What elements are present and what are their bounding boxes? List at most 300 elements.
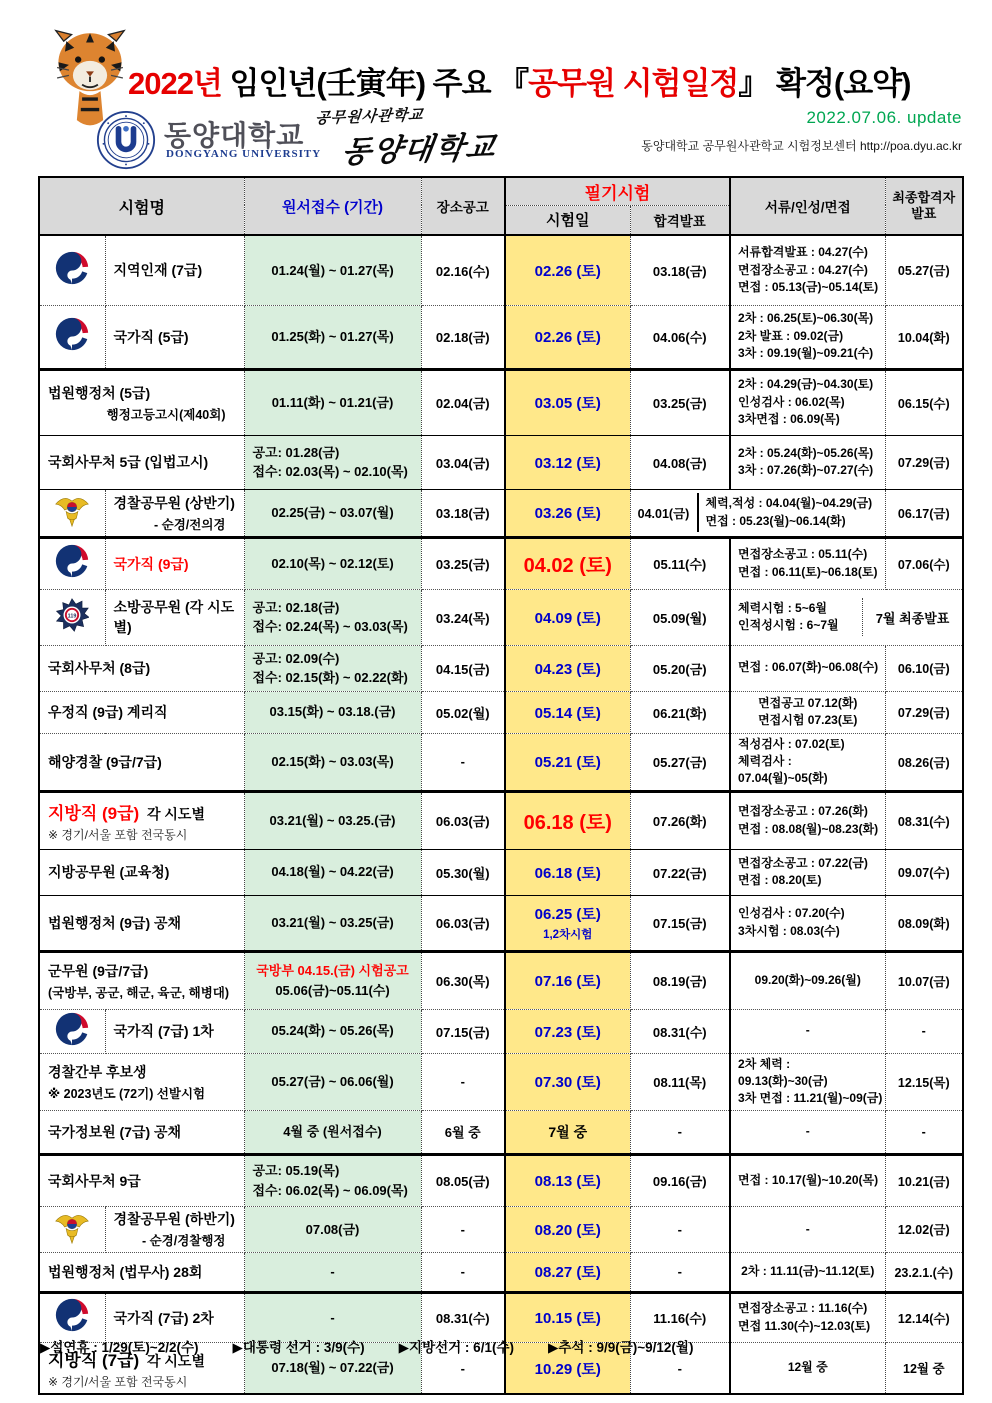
title-middle: 임인년(壬寅年) 주요 (221, 66, 499, 101)
docs-line: 3차 면접 : 11.21(월)~09(금) (738, 1091, 883, 1106)
docs-cell (730, 733, 885, 791)
exam-row (39, 435, 963, 489)
place-notice-cell: 03.25(금) (421, 537, 505, 589)
update-date: 2022.07.06. update (806, 108, 962, 127)
exam-date: 02.26 (토) (534, 262, 601, 280)
application-period-line: 05.27(금) ~ 06.06(월) (271, 1074, 394, 1089)
pass-announce-date: 04.01(금) (637, 506, 690, 521)
place-notice-cell: 05.30(월) (421, 849, 505, 895)
docs-line: 면접 : 06.11(토)~06.18(토) (738, 564, 878, 579)
title-highlight: 공무원 시험일정 (528, 66, 739, 101)
application-period-cell (244, 645, 421, 691)
final-pass-date-cell: 10.21(금) (885, 1154, 963, 1206)
docs-line: 체력시험 : 5~6월 (738, 600, 827, 615)
exam-date-cell (505, 733, 630, 791)
docs-cell (697, 493, 885, 532)
final-pass-date-cell: 08.09(화) (885, 895, 963, 951)
exam-name-cell (105, 305, 244, 369)
docs-line: - (805, 1124, 810, 1139)
docs-line: 2차 체력 : 09.13(화)~30(금) (738, 1056, 828, 1089)
exam-date: 07.30 (토) (534, 1074, 601, 1092)
application-period-cell (244, 1206, 421, 1252)
column-header-final-line2: 발표 (911, 206, 937, 221)
exam-name: 경찰간부 후보생 (48, 1063, 147, 1080)
docs-cell (730, 645, 885, 691)
exam-name-note: ※ 경기/서울 포함 전국동시 (48, 827, 188, 842)
exam-name-cell (105, 589, 244, 645)
exam-date: 05.14 (토) (534, 704, 601, 722)
place-notice-cell: 08.05(금) (421, 1154, 505, 1206)
docs-cell (730, 691, 885, 733)
application-period-cell (244, 1053, 421, 1110)
exam-row (39, 489, 963, 537)
final-pass-date-cell: 07.06(수) (885, 537, 963, 589)
docs-cell (730, 895, 885, 951)
application-period-line: 4월 중 (원서접수) (283, 1124, 382, 1140)
government-emblem-icon (39, 1009, 105, 1053)
exam-date-cell (505, 791, 630, 849)
exam-date-cell (505, 537, 630, 589)
pass-announce-date-cell: 08.31(수) (630, 1009, 730, 1053)
final-pass-date-cell: 10.04(화) (885, 305, 963, 369)
column-header-exam-date: 시험일 (505, 205, 630, 235)
calligraphy-line2: 동양대학교 (339, 130, 500, 170)
docs-line: 면접 : 08.08(월)~08.23(화) (738, 821, 879, 836)
exam-row (39, 895, 963, 951)
pass-announce-date-cell: - (630, 1110, 730, 1154)
exam-date-cell (505, 1292, 630, 1342)
exam-name: 지방직 (7급) (48, 1351, 140, 1371)
exam-date-cell (505, 895, 630, 951)
svg-text:119: 119 (67, 613, 77, 620)
exam-date: 06.18 (토) (534, 864, 601, 882)
exam-row (39, 369, 963, 435)
docs-line: 체력검사 : 07.04(월)~05(화) (738, 753, 828, 786)
final-pass-date-cell: 09.07(수) (885, 849, 963, 895)
exam-name-cell (105, 1009, 244, 1053)
place-notice-cell: 02.18(금) (421, 305, 505, 369)
place-notice-cell: - (421, 733, 505, 791)
docs-and-final-cell (730, 589, 963, 645)
page-title (128, 58, 910, 103)
exam-name-cell (105, 1292, 244, 1342)
exam-date: 03.12 (토) (534, 454, 601, 472)
exam-name: 법원행정처 (9급) 공채 (48, 914, 182, 931)
application-period-line: - (330, 1264, 335, 1280)
holiday-note: ▶지방선거 : 6/1(수) (398, 1340, 514, 1355)
docs-line: 09.20(화)~09.26(월) (754, 972, 861, 987)
pass-announce-date-cell: 11.16(수) (630, 1292, 730, 1342)
place-notice-cell: - (421, 1206, 505, 1252)
application-period-line: 02.15(화) ~ 03.03(목) (271, 753, 394, 769)
docs-line: 체력,적성 : 04.04(월)~04.29(금) (705, 496, 873, 511)
exam-date: 04.09 (토) (534, 609, 601, 627)
exam-name-cell (39, 1154, 244, 1206)
final-pass-date-cell: 06.15(수) (885, 369, 963, 435)
exam-date-cell (505, 951, 630, 1009)
exam-name-cell (39, 849, 244, 895)
application-period-line: 03.21(월) ~ 03.25.(금) (269, 812, 396, 828)
exam-row (39, 1252, 963, 1292)
exam-name: 국가직 (7급) 1차 (113, 1023, 214, 1040)
exam-date: 07.23 (토) (534, 1023, 601, 1041)
exam-date-note: 1,2차시험 (543, 929, 593, 942)
docs-line: 서류합격발표 : 04.27(수) (738, 245, 868, 260)
final-pass-date-cell: 23.2.1.(수) (885, 1252, 963, 1292)
pass-announce-date-cell: 05.11(수) (630, 537, 730, 589)
exam-schedule-table (38, 176, 964, 1395)
application-period-line: 02.10(목) ~ 02.12(토) (271, 555, 394, 571)
pass-announce-date-cell: 08.11(목) (630, 1053, 730, 1110)
exam-name: 지역인재 (7급) (113, 262, 203, 279)
exam-date-cell (505, 1252, 630, 1292)
column-header-apply: 원서접수 (기간) (244, 177, 421, 235)
holiday-note: ▶추석 : 9/9(금)~9/12(월) (547, 1340, 694, 1355)
exam-date-cell (505, 645, 630, 691)
exam-date: 08.27 (토) (534, 1264, 601, 1282)
exam-name: 국회사무처 9급 (48, 1172, 141, 1189)
exam-row (39, 1053, 963, 1110)
docs-line: 면접 : 10.17(월)~10.20(목) (738, 1173, 879, 1188)
pass-announce-date-cell: 09.16(금) (630, 1154, 730, 1206)
docs-line: 2차 : 06.25(토)~06.30(목) (738, 311, 874, 326)
docs-line: 면접장소공고 : 11.16(수) (738, 1301, 868, 1316)
application-period-cell (244, 733, 421, 791)
application-period-line: 05.24(화) ~ 05.26(목) (271, 1023, 394, 1039)
docs-cell (730, 1154, 885, 1206)
exam-row (39, 733, 963, 791)
exam-date: 08.13 (토) (534, 1173, 601, 1191)
exam-name: 국가직 (5급) (113, 328, 189, 345)
exam-date: 07.16 (토) (534, 973, 601, 991)
application-period-line: 접수: 06.02(목) ~ 06.09(목) (252, 1182, 408, 1198)
application-period-line: 03.21(월) ~ 03.25(금) (271, 914, 394, 930)
exam-date: 7월 중 (548, 1123, 588, 1140)
exam-name: 법원행정처 (법무사) 28회 (48, 1263, 203, 1280)
exam-name-cell (105, 537, 244, 589)
exam-name-cell (39, 1252, 244, 1292)
docs-cell (730, 435, 885, 489)
application-period-line: 02.25(금) ~ 03.07(월) (271, 504, 394, 520)
application-period-cell (244, 951, 421, 1009)
docs-cell (730, 1009, 885, 1053)
exam-date-cell (505, 305, 630, 369)
pass-announce-date-cell: 03.18(금) (630, 235, 730, 305)
final-pass-date-cell: 05.27(금) (885, 235, 963, 305)
application-period-line: 03.15(화) ~ 03.18.(금) (269, 704, 396, 720)
final-pass-date-cell: - (885, 1110, 963, 1154)
docs-line: 2차 : 04.29(금)~04.30(토) (738, 377, 874, 392)
calligraphy-signature (315, 101, 498, 172)
exam-date-cell (505, 435, 630, 489)
docs-line: 3차면접 : 06.09(목) (738, 412, 840, 427)
docs-cell (731, 598, 863, 637)
final-pass-date-cell: 08.26(금) (885, 733, 963, 791)
application-period-line: 07.18(월) ~ 07.22(금) (271, 1360, 394, 1376)
exam-date-cell (505, 1009, 630, 1053)
application-period-line: 05.06(금)~05.11(수) (275, 982, 390, 998)
docs-line: 면접 : 05.23(월)~06.14(화) (705, 513, 846, 528)
exam-date-cell (505, 589, 630, 645)
exam-name: 군무원 (9급/7급) (48, 962, 149, 979)
exam-date: 06.18 (토) (523, 812, 612, 835)
column-header-exam-name: 시험명 (39, 177, 244, 235)
place-notice-cell: 08.31(수) (421, 1292, 505, 1342)
header-logo-row (96, 108, 962, 170)
exam-date: 06.25 (토) (534, 906, 601, 924)
exam-name: 국가직 (9급) (113, 555, 189, 572)
column-header-place: 장소공고 (421, 177, 505, 235)
source-text: 동양대학교 공무원사관학교 시험정보센터 http://poa.dyu.ac.kr (641, 139, 962, 153)
docs-line: 면접장소공고 : 07.26(화) (738, 804, 868, 819)
pass-announce-date-cell: - (630, 1206, 730, 1252)
application-period-line: 접수: 02.03(목) ~ 02.10(목) (252, 464, 408, 479)
final-pass-date-cell: 12.15(목) (885, 1053, 963, 1110)
pass-announce-date-cell: 06.21(화) (630, 691, 730, 733)
exam-row (39, 1154, 963, 1206)
docs-line: 2차 발표 : 09.02(금) (738, 328, 844, 343)
application-period-cell (244, 791, 421, 849)
exam-row (39, 951, 963, 1009)
docs-line: 2차 : 11.11(금)~11.12(토) (741, 1264, 875, 1279)
exam-name: 경찰공무원 (하반기) (113, 1211, 235, 1228)
exam-name: 국회사무처 (8급) (48, 660, 151, 676)
exam-date: 02.26 (토) (534, 329, 601, 346)
docs-line: - (805, 1023, 810, 1038)
government-emblem-icon (39, 235, 105, 305)
application-period-cell (244, 1292, 421, 1342)
place-notice-cell: 04.15(금) (421, 645, 505, 691)
pass-announce-date-cell: 07.22(금) (630, 849, 730, 895)
final-pass-date-cell: 06.17(금) (885, 489, 963, 537)
exam-row (39, 645, 963, 691)
docs-line: 면접장소공고 : 05.11(수) (738, 547, 868, 562)
holiday-note: ▶대통령 선거 : 3/9(수) (232, 1340, 365, 1355)
exam-date-cell (505, 1206, 630, 1252)
exam-name-note: ※ 2023년도 (72기) 선발시험 (48, 1086, 206, 1101)
docs-line: 인성검사 : 07.20(수) (738, 906, 845, 921)
final-pass-date-cell: 12월 중 (885, 1342, 963, 1394)
exam-name-note: ※ 경기/서울 포함 전국동시 (48, 1375, 188, 1390)
exam-row (39, 691, 963, 733)
exam-date: 03.05 (토) (534, 395, 601, 412)
exam-name-suffix: 각 시도별 (139, 805, 205, 822)
column-header-docs: 서류/인성/면접 (730, 177, 885, 235)
docs-line: 3차 : 09.19(월)~09.21(수) (738, 346, 874, 361)
docs-cell (730, 235, 885, 305)
application-period-cell (244, 537, 421, 589)
docs-cell (730, 1252, 885, 1292)
application-period-cell (244, 1110, 421, 1154)
exam-row (39, 849, 963, 895)
application-period-cell (244, 1154, 421, 1206)
application-period-cell (244, 589, 421, 645)
exam-name: 국가정보원 (7급) 공채 (48, 1123, 182, 1140)
title-bracket-open: 『 (498, 66, 529, 101)
application-period-cell (244, 305, 421, 369)
exam-name: 해양경찰 (9급/7급) (48, 753, 162, 770)
pass-announce-date-cell: 04.06(수) (630, 305, 730, 369)
docs-cell (730, 849, 885, 895)
docs-line: 인적성시험 : 6~7월 (738, 618, 839, 632)
docs-line: 면접 : 05.13(금)~05.14(토) (738, 279, 879, 294)
calligraphy-line1: 공무원사관학교 (314, 106, 425, 128)
header-right (641, 108, 962, 154)
exam-date-cell (505, 849, 630, 895)
exam-row (39, 537, 963, 589)
pass-announce-date-cell: 04.08(금) (630, 435, 730, 489)
pass-announce-date-cell: 07.15(금) (630, 895, 730, 951)
column-header-final (885, 177, 963, 235)
exam-date: 10.15 (토) (534, 1310, 601, 1328)
application-period-line: 07.08(금) (305, 1221, 360, 1237)
final-pass-date-cell: 06.10(금) (885, 645, 963, 691)
exam-name: 지방직 (9급) (48, 803, 140, 823)
application-period-cell (244, 849, 421, 895)
pass-announce-date-cell: 05.20(금) (630, 645, 730, 691)
application-period-line: 접수: 02.24(목) ~ 03.03(목) (252, 619, 408, 634)
exam-name: 국회사무처 5급 (입법고시) (48, 454, 209, 470)
exam-row (39, 589, 963, 645)
exam-date-cell (505, 691, 630, 733)
exam-name-cell (39, 791, 244, 849)
final-pass-date-cell: 07.29(금) (885, 435, 963, 489)
holiday-note: ▶설연휴 : 1/29(토)~2/2(수) (40, 1340, 199, 1355)
docs-cell (730, 305, 885, 369)
place-notice-cell: 03.04(금) (421, 435, 505, 489)
final-pass-date: 7월 최종발표 (875, 610, 950, 626)
exam-name: 경찰공무원 (상반기) (113, 494, 235, 511)
docs-line: 면접공고 07.12(화) (758, 695, 858, 710)
title-bracket-close: 』 (738, 66, 769, 101)
exam-row (39, 1110, 963, 1154)
exam-name-note: - 순경/전의경 (154, 517, 226, 532)
exam-date-cell (505, 235, 630, 305)
docs-cell (730, 537, 885, 589)
docs-cell (730, 1110, 885, 1154)
exam-row (39, 305, 963, 369)
place-notice-cell: 06.03(금) (421, 791, 505, 849)
docs-cell (730, 1292, 885, 1342)
pass-announce-date-cell: - (630, 1342, 730, 1394)
application-period-cell (244, 489, 421, 537)
application-period-cell (244, 235, 421, 305)
docs-line: - (805, 1221, 810, 1236)
docs-cell (730, 951, 885, 1009)
exam-name-cell (105, 235, 244, 305)
application-period-line: 01.25(화) ~ 01.27(목) (271, 328, 394, 344)
university-name-en: DONGYANG UNIVERSITY (166, 148, 322, 160)
place-notice-cell: 06.30(목) (421, 951, 505, 1009)
application-period-line: 국방부 04.15.(금) 시험공고 (256, 963, 409, 979)
exam-date-cell (505, 1110, 630, 1154)
application-period-line: 공고: 05.19(목) (252, 1163, 340, 1179)
application-period-line: 01.24(월) ~ 01.27(목) (271, 262, 394, 278)
application-period-cell (244, 369, 421, 435)
application-period-line: 공고: 02.18(금) (252, 599, 340, 615)
exam-date: 04.02 (토) (523, 555, 612, 577)
docs-line: 2차 : 05.24(화)~05.26(목) (738, 445, 874, 460)
final-pass-date-cell: 12.02(금) (885, 1206, 963, 1252)
docs-line: 면접시험 07.23(토) (758, 713, 858, 727)
exam-name-cell (39, 435, 244, 489)
exam-name-cell (39, 951, 244, 1009)
docs-line: 3차시험 : 08.03(수) (738, 923, 840, 938)
university-emblem-icon (96, 110, 156, 170)
docs-line: 인성검사 : 06.02(목) (738, 394, 845, 409)
docs-line: 3차 : 07.26(화)~07.27(수) (738, 463, 874, 477)
pass-and-docs-cell (630, 489, 885, 537)
application-period-line: 04.18(월) ~ 04.22(금) (271, 864, 394, 880)
docs-cell (730, 369, 885, 435)
place-notice-cell: - (421, 1053, 505, 1110)
police-badge-icon (39, 1206, 105, 1252)
docs-cell (730, 1053, 885, 1110)
exam-date-cell (505, 1053, 630, 1110)
application-period-line: 공고: 01.28(금) (252, 444, 340, 460)
holiday-footnotes (40, 1336, 693, 1356)
place-notice-cell: 05.02(월) (421, 691, 505, 733)
exam-row (39, 1009, 963, 1053)
exam-name-note: (국방부, 공군, 해군, 육군, 해병대) (48, 985, 230, 1000)
pass-announce-date-cell: 08.19(금) (630, 951, 730, 1009)
place-notice-cell: 6월 중 (421, 1110, 505, 1154)
application-period-line: - (330, 1310, 335, 1326)
pass-announce-date-cell: 05.27(금) (630, 733, 730, 791)
final-pass-date-cell: 08.31(수) (885, 791, 963, 849)
university-name: 동양대학교 (164, 120, 305, 151)
application-period-cell (244, 895, 421, 951)
docs-line: 적성검사 : 07.02(토) (738, 736, 845, 751)
exam-name-suffix: 각 시도별 (139, 1353, 205, 1370)
place-notice-cell: 02.04(금) (421, 369, 505, 435)
exam-name-note: 행정고등고시(제40회) (106, 407, 226, 422)
place-notice-cell: 03.24(목) (421, 589, 505, 645)
exam-date: 04.23 (토) (534, 660, 601, 678)
exam-date: 10.29 (토) (534, 1360, 601, 1378)
exam-name-note: - 순경/경찰행정 (141, 1234, 226, 1249)
exam-name: 우정직 (9급) 계리직 (48, 704, 168, 720)
exam-name-cell (105, 489, 244, 537)
place-notice-cell: 02.16(수) (421, 235, 505, 305)
pass-announce-date-cell: 05.09(월) (630, 589, 730, 645)
government-emblem-icon (39, 537, 105, 589)
docs-line: 면접장소공고 : 04.27(수) (738, 262, 868, 277)
application-period-line: 공고: 02.09(수) (252, 650, 340, 666)
police-badge-icon (39, 489, 105, 537)
application-period-line: 접수: 02.15(화) ~ 02.22(화) (252, 670, 408, 685)
exam-name-cell (39, 1053, 244, 1110)
exam-name-cell (39, 733, 244, 791)
exam-name: 국가직 (7급) 2차 (113, 1309, 214, 1326)
exam-date-cell (505, 369, 630, 435)
exam-row (39, 1206, 963, 1252)
column-header-final-line1: 최종합격자 (892, 189, 956, 205)
application-period-cell (244, 1252, 421, 1292)
docs-line: 면접 : 08.20(토) (738, 873, 822, 888)
docs-line: 면접 11.30(수)~12.03(토) (738, 1318, 871, 1333)
exam-date: 03.26 (토) (534, 505, 601, 522)
docs-line: 면접장소공고 : 07.22(금) (738, 855, 868, 870)
government-emblem-icon (39, 305, 105, 369)
exam-date: 08.20 (토) (534, 1221, 601, 1239)
docs-line: 면접 : 06.07(화)~06.08(수) (738, 660, 879, 675)
exam-date: 05.21 (토) (534, 754, 601, 772)
docs-cell (730, 1206, 885, 1252)
place-notice-cell: - (421, 1342, 505, 1394)
exam-name-cell (39, 369, 244, 435)
exam-row (39, 791, 963, 849)
